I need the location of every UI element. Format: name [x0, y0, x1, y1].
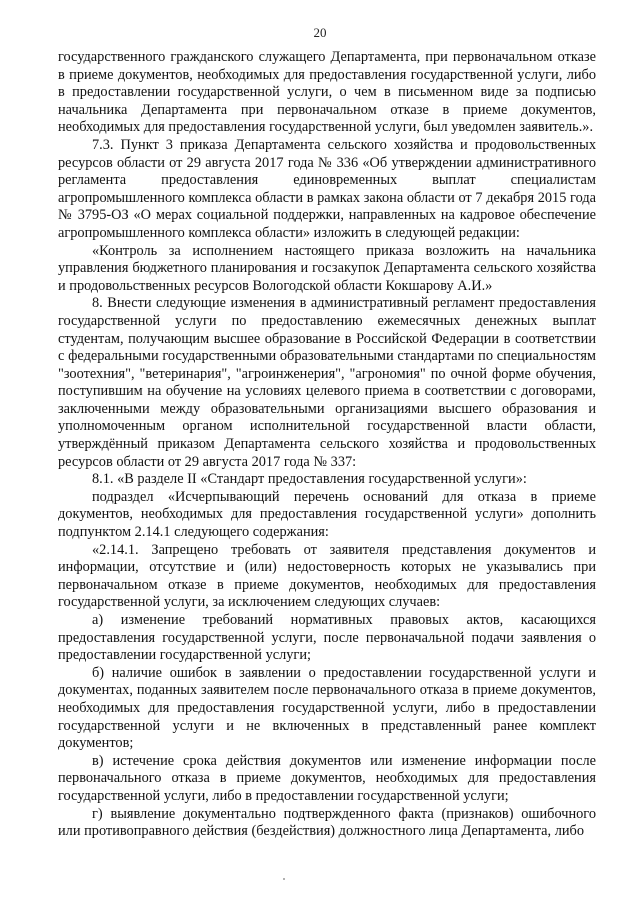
paragraph-continuation: государственного гражданского служащего Департамента, при первоначальном отказе в приеме документов, необходимых для предоставления государственной услуги, либо в предоставлении государственной услуги, о чем в письменном виде за подписью начальника Департамента при первоначальном отказе в приеме документов, необходимых для предоставления государственной услуги, был уведомлен заявитель.». — [58, 49, 596, 136]
list-item-g: г) выявление документально подтвержденного факта (признаков) ошибочного или противоправного действия (бездействия) должностного лица Департамента, либо — [58, 805, 596, 840]
document-body — [58, 49, 596, 841]
paragraph-7-3: 7.3. Пункт 3 приказа Департамента сельского хозяйства и продовольственных ресурсов области от 29 августа 2017 года № 336 «Об утверждении административного регламента предоставления единовременных выплат специалистам агропромышленного комплекса области в рамках закона области от 7 декабря 2015 года № 3795-ОЗ «О мерах социальной поддержки, направленных на кадровое обеспечение агропромышленного комплекса области» изложить в следующей редакции: — [58, 136, 596, 241]
paragraph-8: 8. Внести следующие изменения в административный регламент предоставления государственной услуги по предоставлению ежемесячных денежных выплат студентам, получающим высшее образование в Российской Федерации в соответствии с федеральными государственными образовательными стандартами по специальностям "зоотехния", "ветеринария", "агроинженерия", "агрономия" по очной форме обучения, поступившим на обучение на условиях целевого приема в соответствии с договорами, заключенными между образовательными организациями высшего образования и уполномоченным органом исполнительной государственной власти области, утверждённый приказом Департамента сельского хозяйства и продовольственных ресурсов области от 29 августа 2017 года № 337: — [58, 295, 596, 470]
scan-speck — [283, 878, 285, 880]
paragraph-subsection: подраздел «Исчерпывающий перечень оснований для отказа в приеме документов, необходимых для предоставления государственной услуги» дополнить подпунктом 2.14.1 следующего содержания: — [58, 488, 596, 541]
paragraph-2-14-1: «2.14.1. Запрещено требовать от заявителя представления документов и информации, отсутствие и (или) недостоверность которых не указывались при первоначальном отказе в приеме документов, необходимых для предоставления государственной услуги, за исключением следующих случаев: — [58, 541, 596, 611]
list-item-a: а) изменение требований нормативных правовых актов, касающихся предоставления государственной услуги, после первоначальной подачи заявления о предоставлении государственной услуги; — [58, 612, 596, 664]
list-item-v: в) истечение срока действия документов или изменение информации после первоначального отказа в приеме документов, необходимых для предоставления государственной услуги, либо в предоставлении государственной услуги; — [58, 752, 596, 804]
paragraph-quote-control: «Контроль за исполнением настоящего приказа возложить на начальника управления бюджетного планирования и госзакупок Департамента сельского хозяйства и продовольственных ресурсов Вологодской области Кокшарову А.И.» — [58, 242, 596, 294]
list-item-b: б) наличие ошибок в заявлении о предоставлении государственной услуги и документах, поданных заявителем после первоначального отказа в приеме документов, необходимых для предоставления государственной услуги, либо в предоставлении государственной услуги и не включенных в представленный ранее комплект документов; — [58, 664, 596, 752]
paragraph-8-1: 8.1. «В разделе II «Стандарт предоставления государственной услуги»: — [92, 471, 527, 488]
page-number: 20 — [313, 25, 327, 40]
